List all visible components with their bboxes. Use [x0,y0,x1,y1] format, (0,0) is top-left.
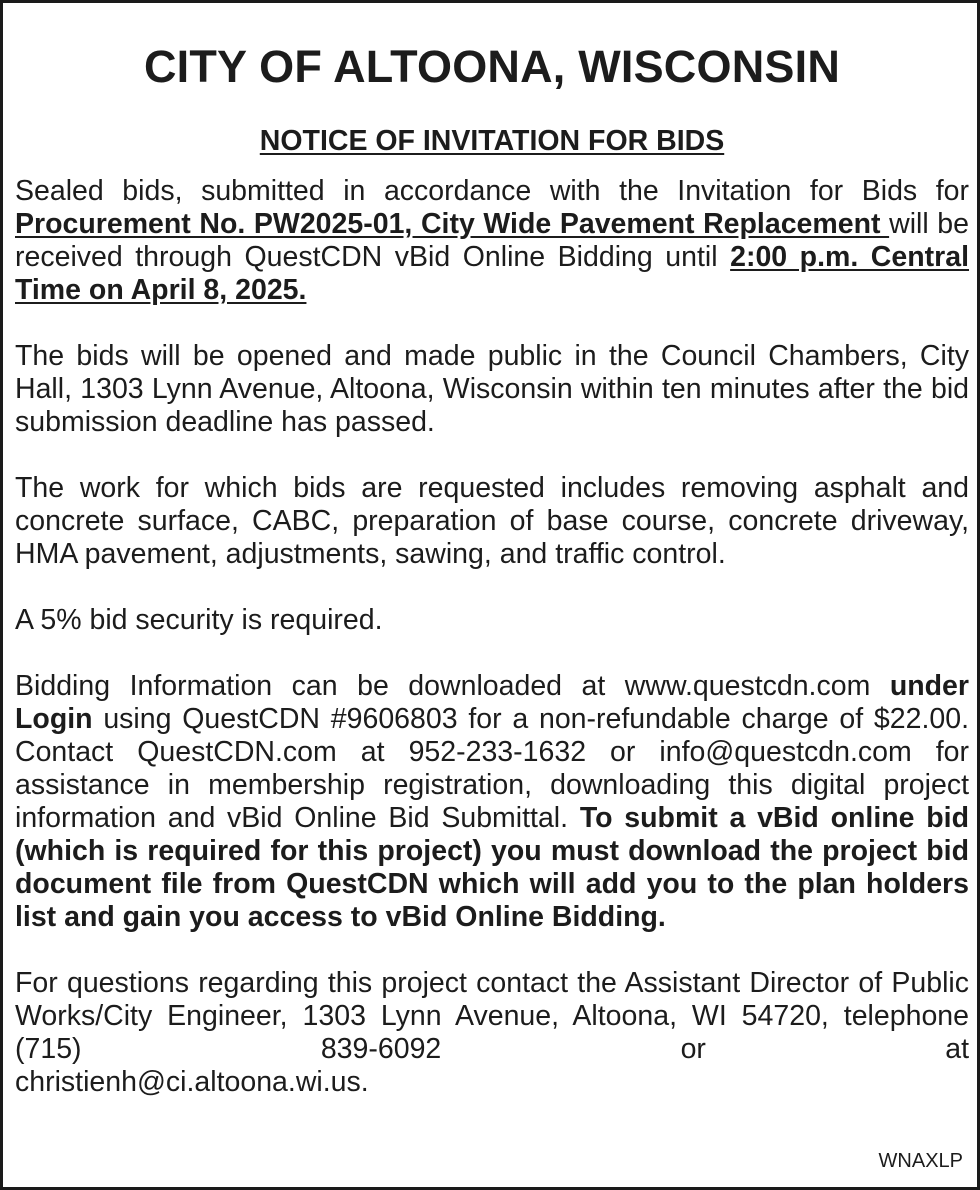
intro-text: Sealed bids, submitted in accordance with the Invitation for Bids for [15,175,969,207]
bid-submission-paragraph [15,175,969,307]
notice-title: CITY OF ALTOONA, WISCONSIN [143,41,841,92]
notice-subtitle: NOTICE OF INVITATION FOR BIDS [259,125,725,157]
contact-paragraph: For questions regarding this project contact the Assistant Director of Public Works/City Engineer, 1303 Lynn Avenue, Altoona, WI 54720, telephone (715) 839-6092 or at [15,967,969,1065]
vbid-requirement: To submit a vBid online bid (which is required for this project) you must download the project bid document file from QuestCDN which will add you to the plan holders list and gain you access to vBid Online Bidding. [15,802,969,933]
bidding-information-paragraph [15,670,969,934]
submission-text: will be received through QuestCDN vBid Online Bidding until [15,208,969,273]
bid-opening-paragraph: The bids will be opened and made public in the Council Chambers, City Hall, 1303 Lynn Avenue, Altoona, Wisconsin within ten minutes after the bid submission deadline has passed. [15,340,969,438]
notice-body [15,39,969,1099]
bid-security-paragraph: A 5% bid security is required. [15,604,383,636]
questcdn-details: using QuestCDN #9606803 for a non-refundable charge of $22.00. Contact QuestCDN.com at 952-233-1632 or info@questcdn.com for assistance in membership registration, downloading this digital project information and vBid Online Bid Submittal. [15,703,969,834]
bid-deadline: 2:00 p.m. Central Time on April 8, 2025. [15,241,970,306]
under-login-text: under Login [15,670,969,735]
publication-code: WNAXLP [878,1150,963,1172]
scope-of-work-paragraph: The work for which bids are requested includes removing asphalt and concrete surface, CABC, preparation of base course, concrete driveway, HMA pavement, adjustments, sawing, and traffic control. [15,472,969,570]
contact-email: christienh@ci.altoona.wi.us. [15,1066,369,1098]
procurement-number: Procurement No. PW2025-01, City Wide Pavement Replacement [15,208,890,240]
download-text: Bidding Information can be downloaded at www.questcdn.com [15,670,890,702]
